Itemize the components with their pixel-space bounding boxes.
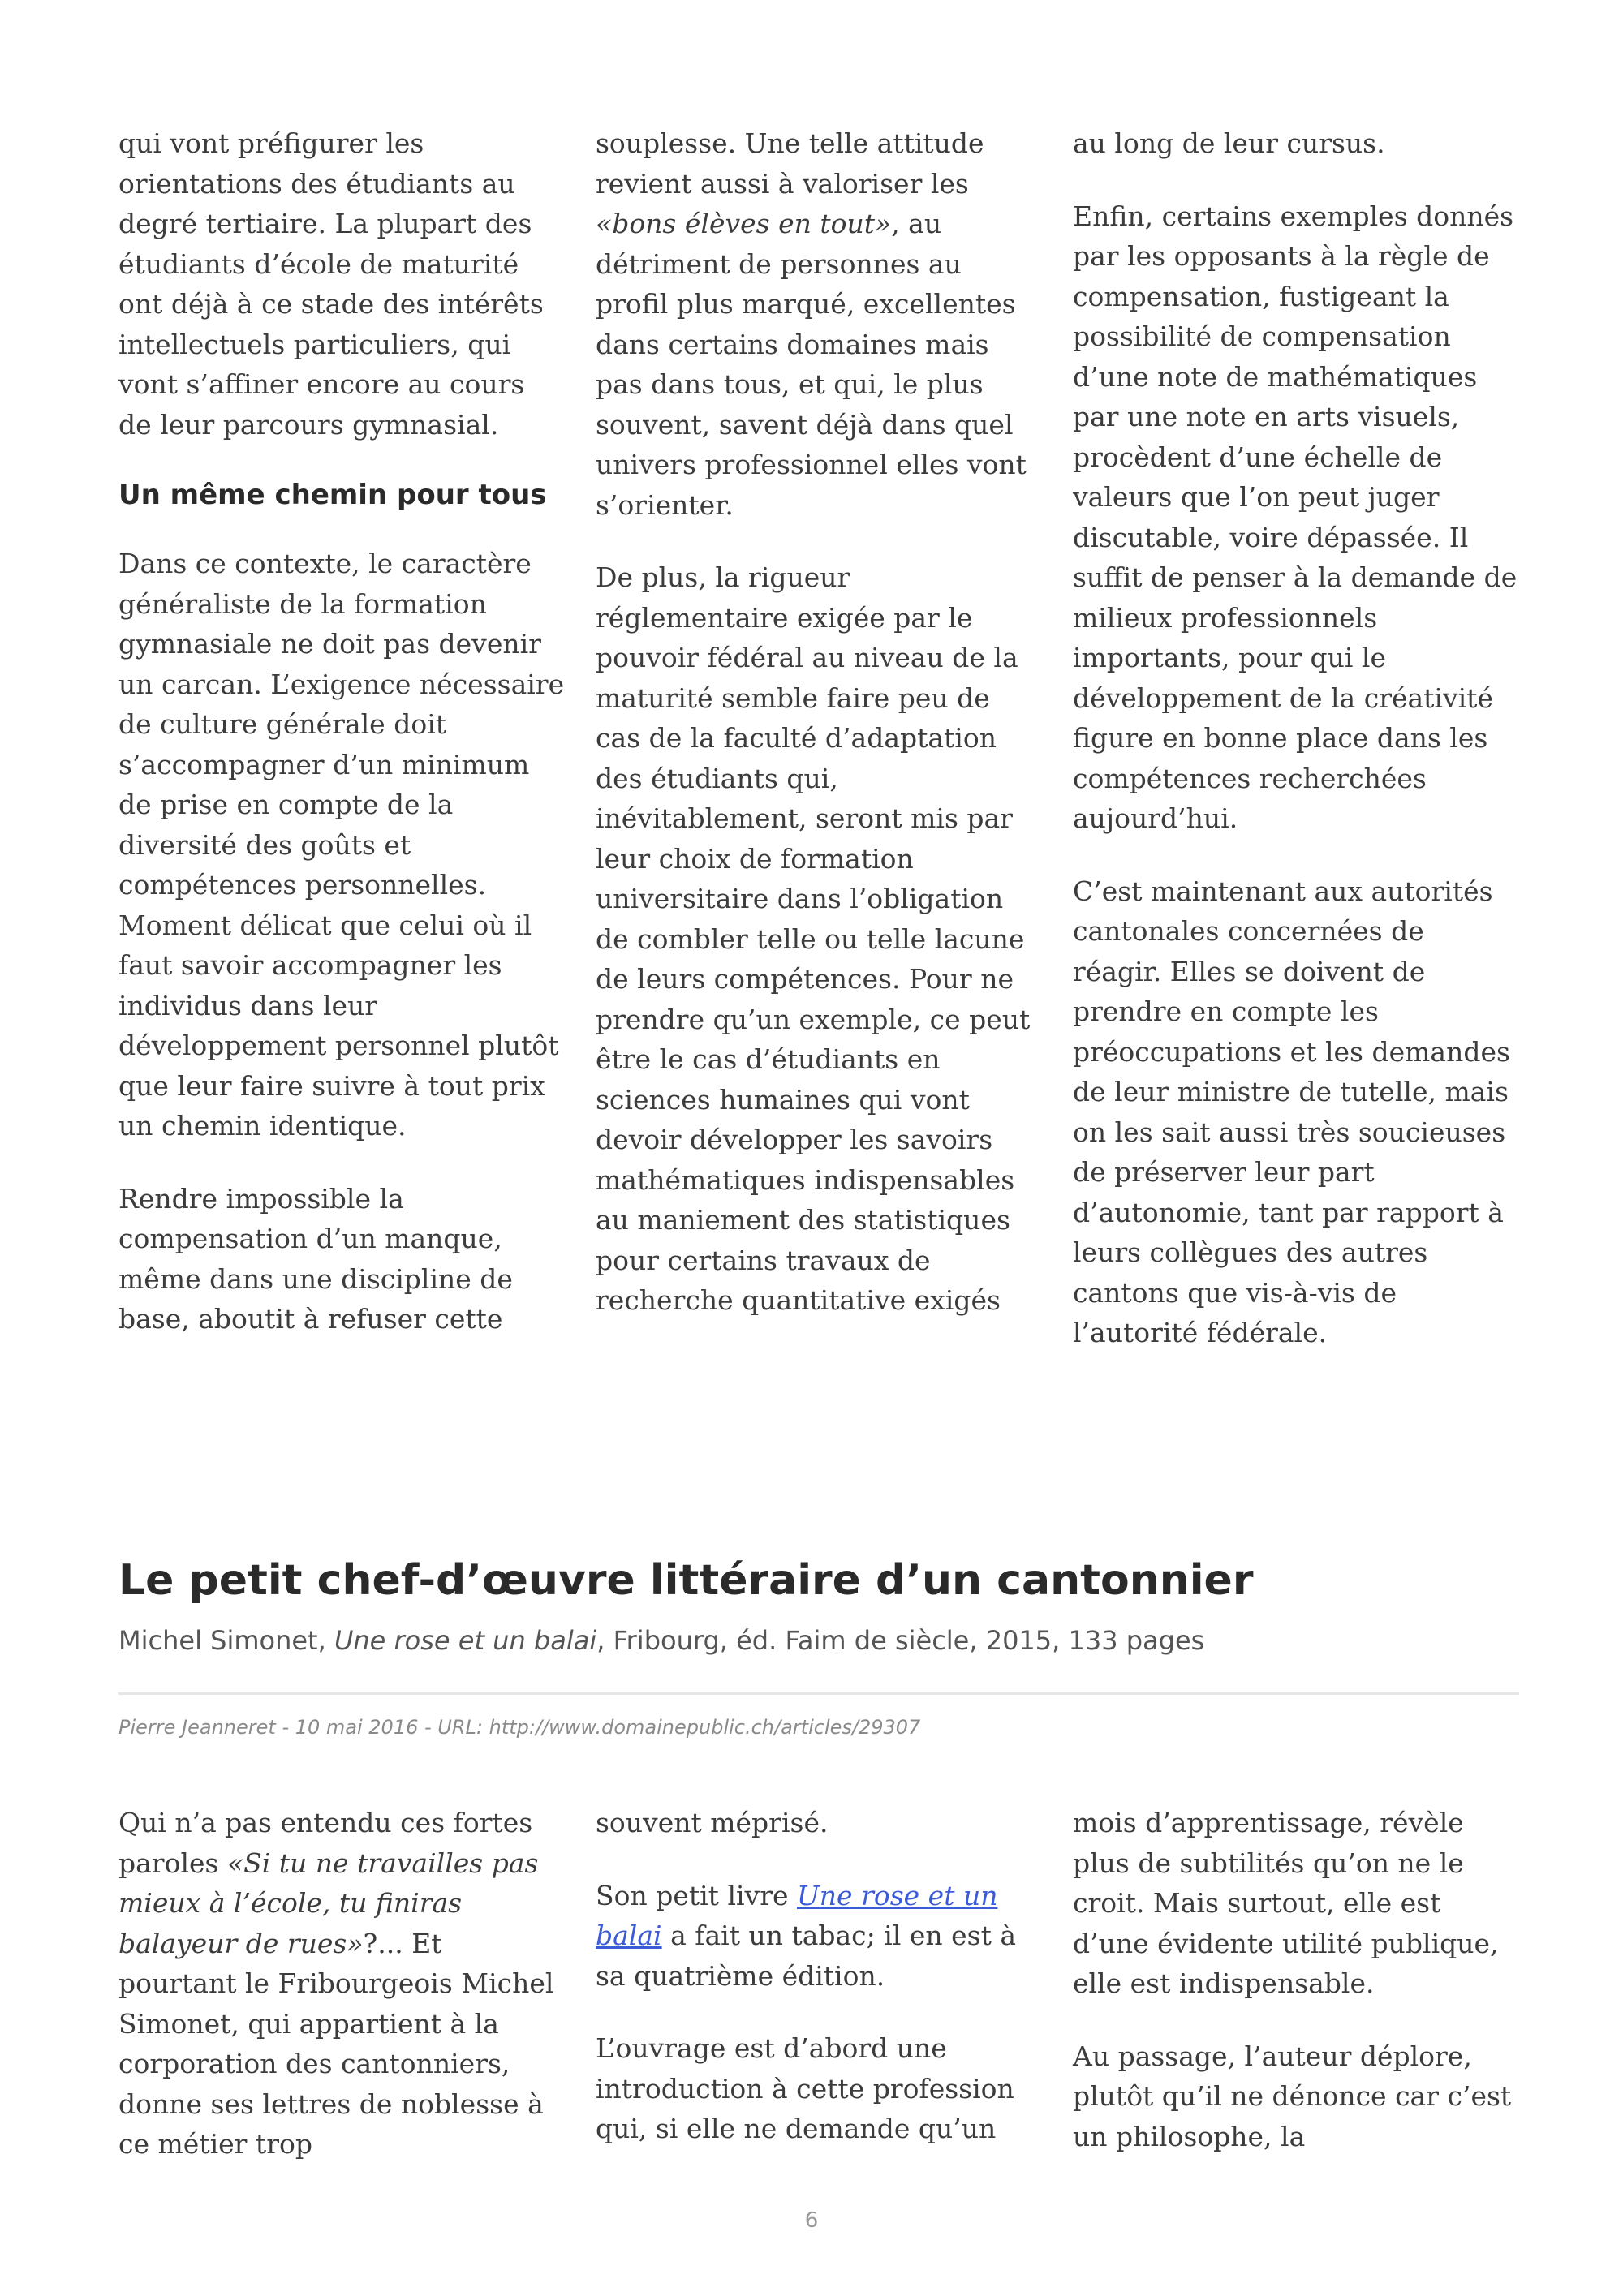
paragraph: souvent méprisé. [596,1807,829,1838]
text-run: ?... Et pourtant le Fribourgeois Michel Simonet, qui appartient à la corporation des cantonniers, donne ses lettres de noblesse à ce métier trop [118,1927,554,2160]
top-column-3 [1073,123,1519,1386]
article-column-1 [118,1803,565,2197]
divider [118,1692,1519,1695]
paragraph: C’est maintenant aux autorités cantonales concernées de réagir. Elles se doivent de prendre en compte les préoccupations et les demandes de leur ministre de tutelle, mais on les sait aussi très soucieuses de préserver leur part d’autonomie, tant par rapport à leurs collègues des autres cantons que vis-à-vis de l’autorité fédérale. [1073,875,1510,1348]
article-title: Le petit chef-d’œuvre littéraire d’un cantonnier [118,1556,1254,1605]
paragraph: qui vont préfigurer les orientations des étudiants au degré tertiaire. La plupart des étudiants d’école de maturité ont déjà à ce stade des intérêts intellectuels particuliers, qui vont s’affiner encore au cours de leur parcours gymnasial. [118,127,544,441]
paragraph: mois d’apprentissage, révèle plus de subtilités qu’on ne le croit. Mais surtout, elle est d’une évidente utilité publique, elle est indispensable. [1073,1807,1499,1999]
text-run: a fait un tabac; il en est à sa quatrième édition. [596,1920,1017,1992]
paragraph: au long de leur cursus. [1073,127,1385,159]
paragraph: Enfin, certains exemples donnés par les opposants à la règle de compensation, fustigeant la possibilité de compensation d’une note de mathématiques par une note en arts visuels, procèdent d’une échelle de valeurs que l’on peut juger discutable, voire dépassée. Il suffit de penser à la demande de milieux professionnels importants, pour qui le développement de la créativité figure en bonne place dans les compétences recherchées aujourd’hui. [1073,200,1518,834]
paragraph: L’ouvrage est d’abord une introduction à cette profession qui, si elle ne demande qu’un [596,2032,1014,2144]
text-run: Qui n’a pas entendu ces fortes paroles [118,1807,533,1879]
paragraph: Dans ce contexte, le caractère généraliste de la formation gymnasiale ne doit pas devenir un carcan. L’exigence nécessaire de culture générale doit s’accompagner d’un minimum de prise en compte de la diversité des goûts et compétences personnelles. Moment délicat que celui où il faut savoir accompagner les individus dans leur développement personnel plutôt que leur faire suivre à tout prix un chemin identique. [118,548,565,1142]
article-meta: Pierre Jeanneret - 10 mai 2016 - URL: http://www.domainepublic.ch/articles/29307 [118,1716,921,1739]
subtitle-author: Michel Simonet, [118,1625,334,1656]
paragraph [596,1876,1042,1997]
quoted-phrase: «Si tu ne travailles pas mieux à l’école, tu finiras balayeur de rues» [118,1847,539,1959]
top-column-1 [118,123,565,1386]
quoted-phrase: «bons élèves en tout» [596,208,892,239]
article-column-3 [1073,1803,1519,2197]
paragraph: Au passage, l’auteur déplore, plutôt qu’il ne dénonce car c’est un philosophe, la [1073,2040,1512,2152]
subtitle-book-title: Une rose et un balai [334,1625,597,1656]
text-run: souplesse. Une telle attitude revient aussi à valoriser les [596,127,984,200]
paragraph [596,123,1042,525]
article-column-2 [596,1803,1042,2197]
paragraph: De plus, la rigueur réglementaire exigée par le pouvoir fédéral au niveau de la maturité semble faire peu de cas de la faculté d’adaptation des étudiants qui, inévitablement, seront mis par leur choix de formation universitaire dans l’obligation de combler telle ou telle lacune de leurs compétences. Pour ne prendre qu’un exemple, ce peut être le cas d’étudiants en sciences humaines qui vont devoir développer les savoirs mathématiques indispensables au maniement des statistiques pour certains travaux de recherche quantitative exigés [596,561,1031,1316]
top-column-2 [596,123,1042,1386]
paragraph [118,1803,565,2165]
paragraph: Rendre impossible la compensation d’un manque, même dans une discipline de base, aboutit à refuser cette [118,1182,513,1335]
subtitle-publication: , Fribourg, éd. Faim de siècle, 2015, 133 pages [596,1625,1205,1656]
section-heading: Un même chemin pour tous [118,479,547,511]
page-number: 6 [804,2208,819,2233]
top-article-continuation [118,123,1519,1386]
article-body [118,1803,1519,2197]
text-run: Son petit livre [596,1879,797,1911]
article-subtitle [118,1623,1519,1658]
book-link[interactable]: Une rose et un balai [596,1879,998,1951]
text-run: , au détriment de personnes au profil plus marqué, excellentes dans certains domaines mais pas dans tous, et qui, le plus souvent, savent déjà dans quel univers professionnel elles vont s’orienter. [596,208,1027,521]
